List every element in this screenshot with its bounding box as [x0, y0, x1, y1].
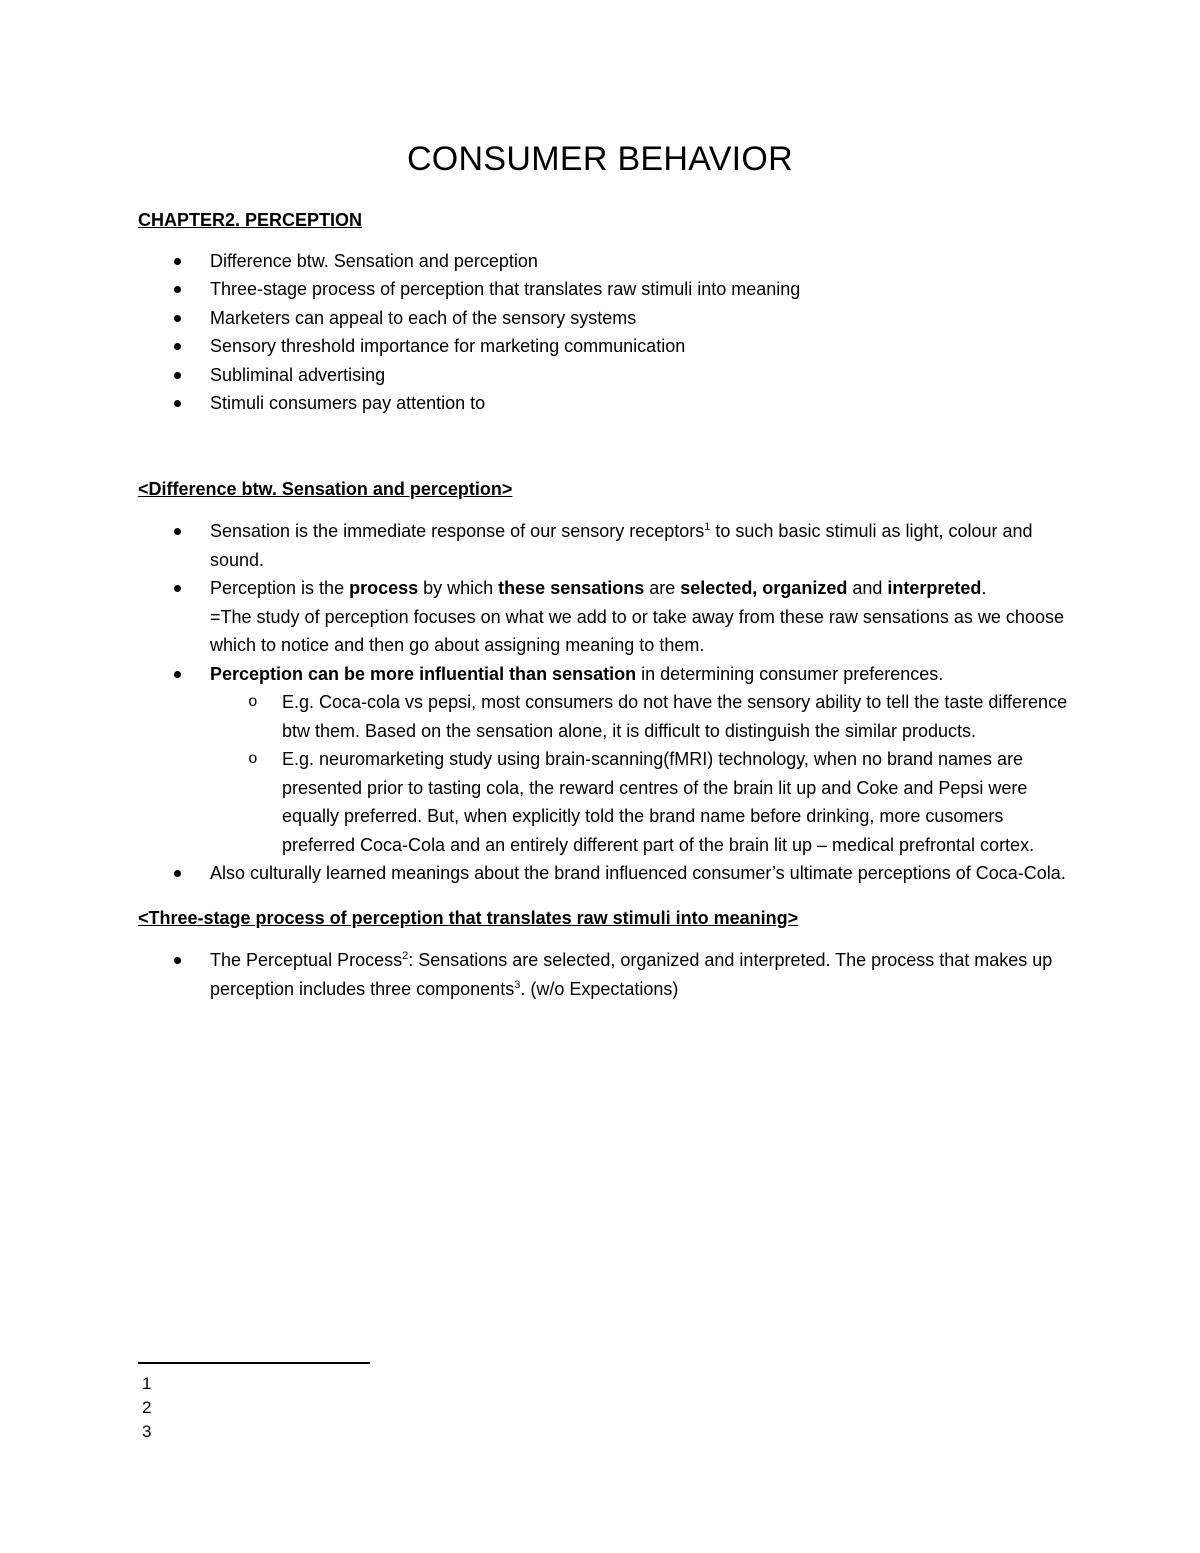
section-sensation-list: [138, 517, 1068, 888]
list-item: Also culturally learned meanings about the brand influenced consumer’s ultimate perceptions of Coca-Cola.: [138, 859, 1068, 888]
list-item: Subliminal advertising: [138, 361, 1068, 390]
list-item: Stimuli consumers pay attention to: [138, 389, 1068, 418]
text: Sensation is the immediate response of our sensory receptors: [210, 521, 705, 541]
text: are: [644, 578, 681, 598]
list-item: Three-stage process of perception that translates raw stimuli into meaning: [138, 275, 1068, 304]
text: : Sensations are selected, organized and interpreted. The process that makes up perception includes three components: [210, 950, 1053, 999]
emphasis: interpreted: [887, 578, 982, 598]
emphasis: selected, organized: [680, 578, 848, 598]
example-sublist: [210, 688, 1068, 859]
list-item: [138, 660, 1068, 860]
emphasis: these sensations: [498, 578, 645, 598]
list-item: [138, 946, 1068, 1003]
footnote-number: 1: [142, 1374, 152, 1393]
emphasis: Perception can be more influential than sensation: [210, 663, 637, 684]
document-title: CONSUMER BEHAVIOR: [406, 140, 794, 178]
text: The Perceptual Process: [210, 950, 403, 970]
text: to such basic stimuli as light, colour and sound.: [210, 521, 1033, 570]
list-item: [138, 517, 1068, 574]
emphasis: process: [349, 578, 419, 598]
footnote-ref: 2: [402, 950, 409, 962]
list-item: Difference btw. Sensation and perception: [138, 247, 1068, 276]
section-process-list: [138, 946, 1068, 1003]
section-heading-three-stage-process: <Three-stage process of perception that translates raw stimuli into meaning>: [138, 907, 799, 928]
text: .: [981, 578, 987, 598]
footnote-separator: [138, 1362, 370, 1364]
footnotes: [142, 1372, 151, 1444]
section-heading-sensation-perception: <Difference btw. Sensation and perception>: [138, 478, 513, 499]
footnote-number: 3: [142, 1422, 152, 1441]
text: =The study of perception focuses on what we add to or take away from these raw sensations as we choose which to notice and then go about assigning meaning to them.: [210, 606, 1064, 655]
chapter-heading: CHAPTER2. PERCEPTION: [138, 210, 363, 230]
text: by which: [418, 578, 499, 598]
text: and: [847, 578, 888, 598]
text: in determining consumer preferences.: [636, 663, 944, 684]
sub-list-item: o E.g. Coca-cola vs pepsi, most consumers do not have the sensory ability to tell the taste difference btw them. Based on the sensation alone, it is difficult to distinguish the similar products.: [210, 688, 1068, 745]
document-body: [138, 206, 1068, 1003]
sub-list-item: o E.g. neuromarketing study using brain-scanning(fMRI) technology, when no brand names are presented prior to tasting cola, the reward centres of the brain lit up and Coke and Pepsi were equally preferred. But, when explicitly told the brand name before drinking, more cusomers preferred Coca-Cola and an entirely different part of the brain lit up – medical prefrontal cortex.: [210, 745, 1068, 859]
chapter-topics-list: [138, 247, 1068, 418]
footnote-ref: 1: [704, 521, 711, 533]
list-item: [138, 574, 1068, 660]
list-item: Sensory threshold importance for marketing communication: [138, 332, 1068, 361]
footnote-number: 2: [142, 1398, 152, 1417]
text: Perception is the: [210, 578, 350, 598]
text: . (w/o Expectations): [520, 978, 679, 999]
list-item: Marketers can appeal to each of the sensory systems: [138, 304, 1068, 333]
footnote-ref: 3: [514, 978, 521, 991]
